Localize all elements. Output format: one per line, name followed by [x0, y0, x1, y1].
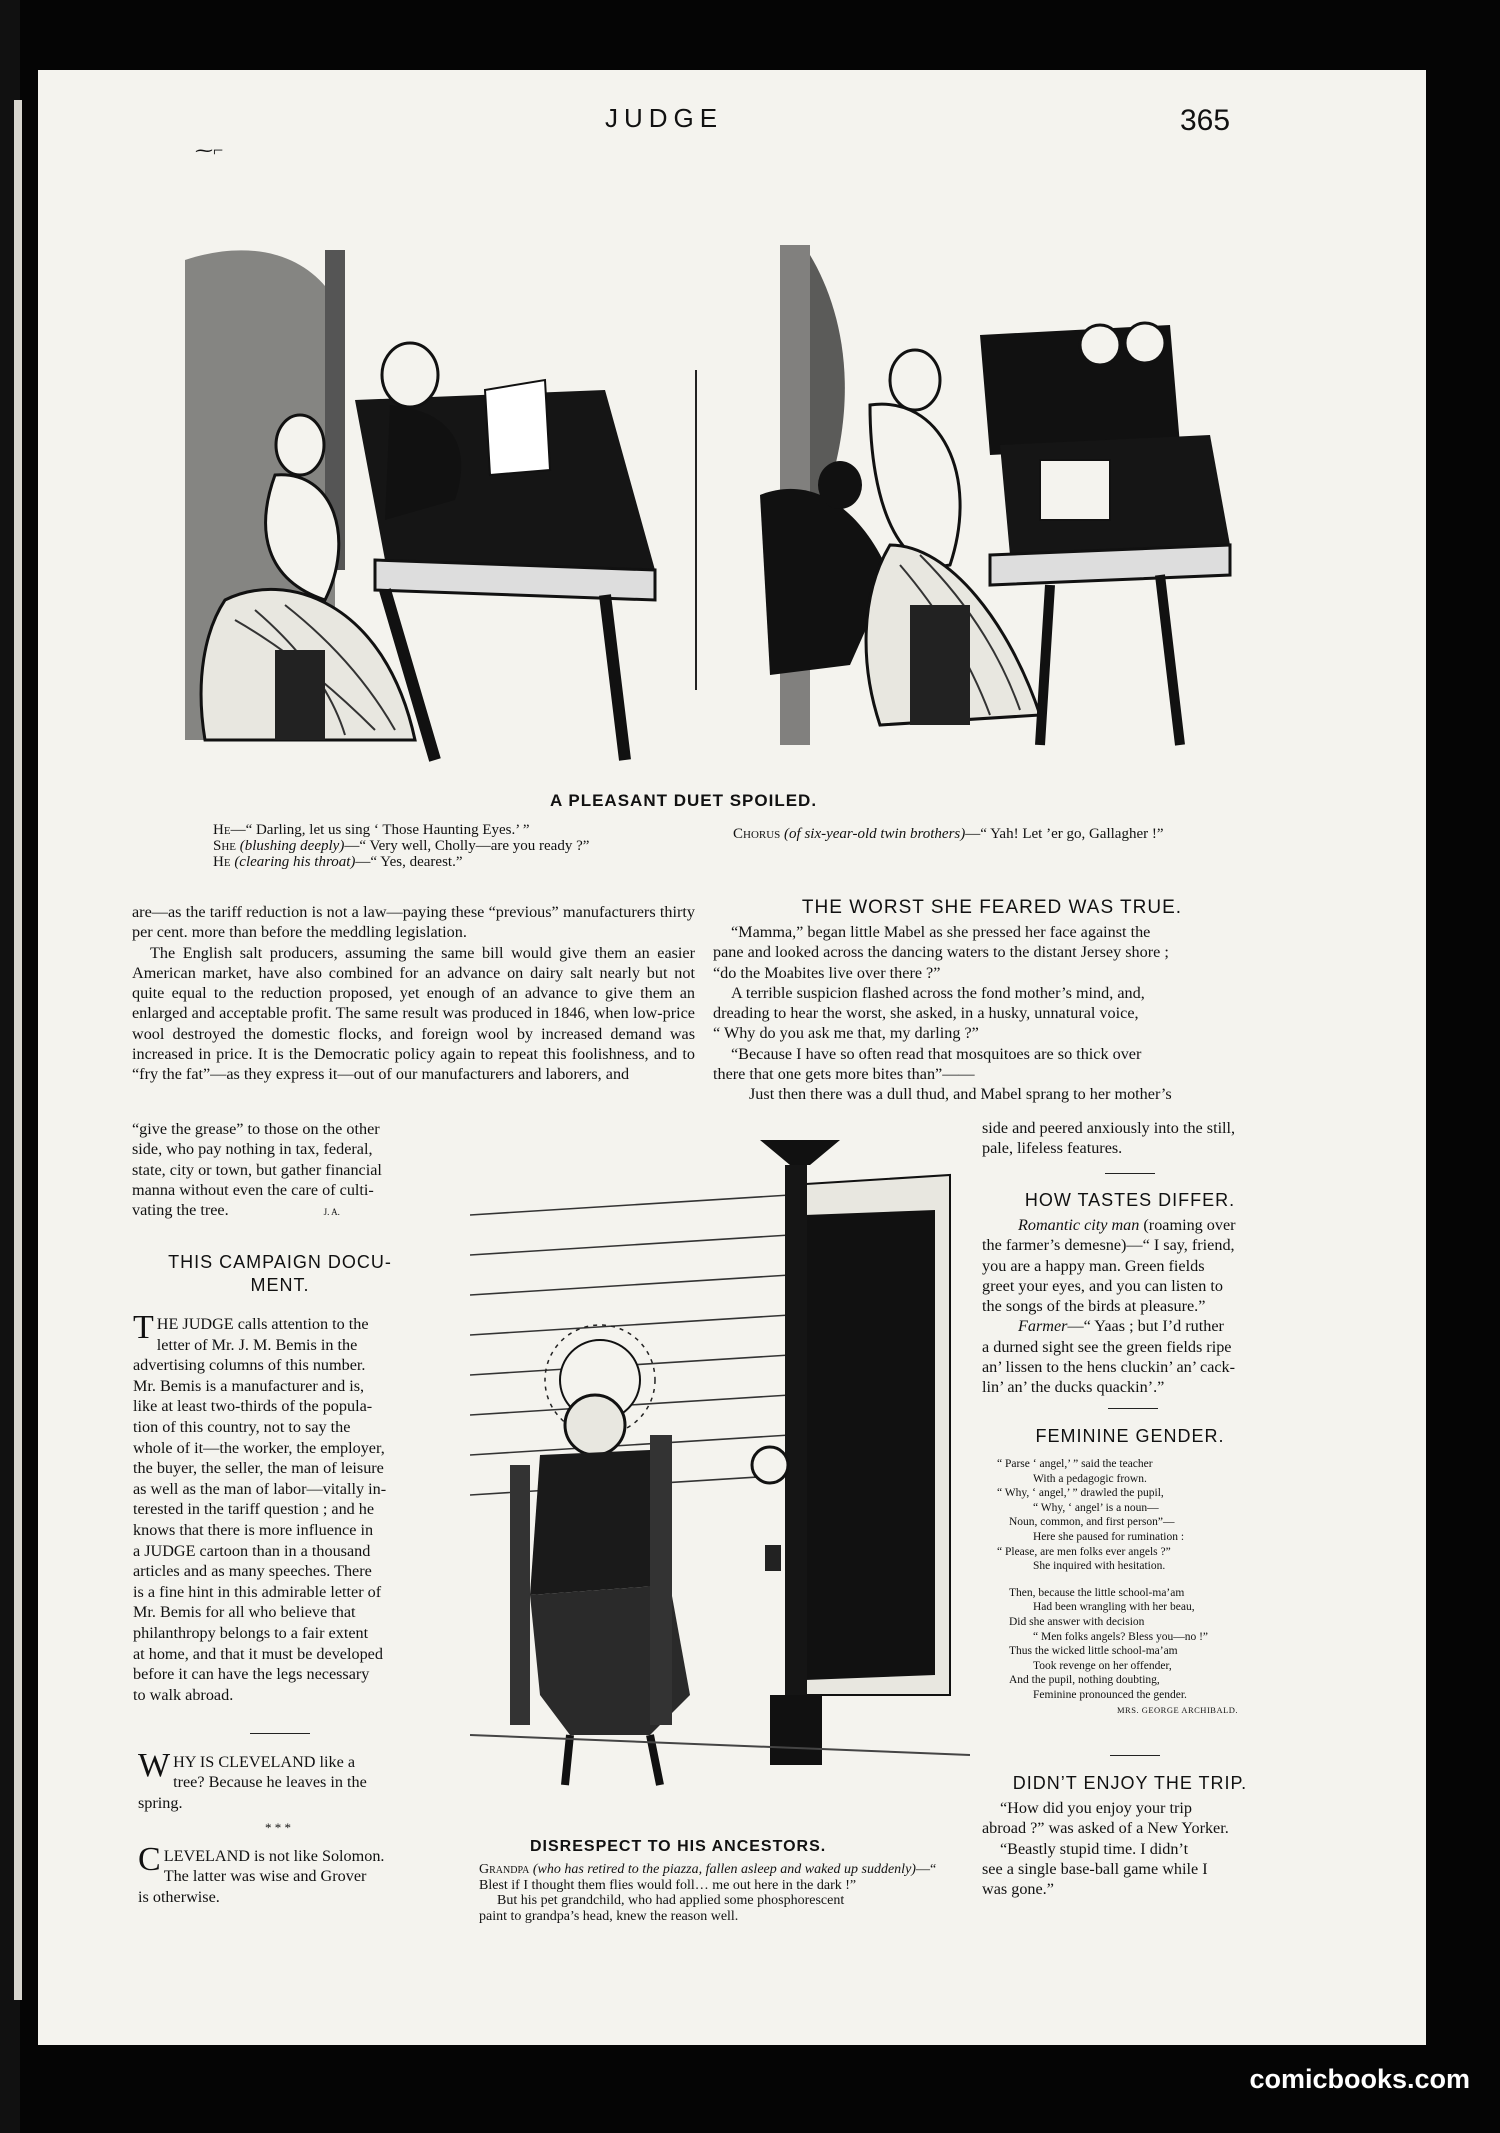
text-line: “How did you enjoy your trip [1000, 1799, 1192, 1817]
poem-line: Then, because the little school-ma’am [1009, 1586, 1185, 1599]
text-line: terested in the tariff question ; and he [133, 1500, 375, 1519]
section-rule [1108, 1408, 1158, 1409]
ink-mark: ⁓⌐ [195, 140, 224, 160]
text-line: knows that there is more influence in [133, 1520, 374, 1539]
speaker-italic: Romantic city man [1018, 1216, 1140, 1234]
text-line: like at least two-thirds of the popula- [133, 1397, 373, 1416]
text-line: “Because I have so often read that mosquitoes are so thick over [731, 1044, 1142, 1063]
text-line: the buyer, the seller, the man of leisure [133, 1459, 384, 1478]
text-line: advertising columns of this number. [133, 1356, 366, 1375]
worst-feared-heading: THE WORST SHE FEARED WAS TRUE. [801, 897, 1183, 918]
text-line: vating the tree. [132, 1201, 229, 1220]
article-signature: J. A. [323, 1207, 340, 1218]
text-line: The latter was wise and Grover [163, 1867, 367, 1886]
dialogue-text: —“ Darling, let us sing ‘ Those Haunting Eyes.’ ” [230, 822, 530, 838]
text-line: tree? Because he leaves in the [173, 1773, 367, 1792]
text-line: “Mamma,” began little Mabel as she pressed her face against the [731, 923, 1151, 941]
previous-page-edge [14, 100, 22, 2000]
text-line: is a fine hint in this admirable letter of [133, 1582, 382, 1601]
page-number: 365 [1180, 104, 1231, 137]
text-line: manna without even the care of culti- [132, 1180, 374, 1199]
text-line: see a single base-ball game while I [982, 1859, 1208, 1878]
text-line: HE JUDGE calls attention to the [156, 1315, 369, 1333]
text-line: before it can have the legs necessary [133, 1665, 370, 1684]
dialogue-speaker: He [213, 822, 231, 838]
poem-line: “ Why, ‘ angel,’ ” drawled the pupil, [997, 1487, 1164, 1500]
text-line: pane and looked across the dancing waters to the distant Jersey shore ; [713, 943, 1169, 962]
poem-line: “ Parse ‘ angel,’ ” said the teacher [997, 1458, 1153, 1470]
text-line: Just then there was a dull thud, and Mabel sprang to her mother’s [749, 1085, 1172, 1104]
poem-line: “ Men folks angels? Bless you—no !” [1033, 1630, 1209, 1643]
tariff-article-continued [132, 1119, 427, 1222]
illustration-piano-duet-right [750, 245, 1250, 755]
paragraph: are—as the tariff reduction is not a law—paying these “previous” manufacturers thirty per cent. more than before the meddling legislation. [132, 903, 695, 942]
text-line: Mr. Bemis for all who believe that [133, 1603, 356, 1622]
trip-heading: DIDN’T ENJOY THE TRIP. [1012, 1773, 1248, 1793]
poem-line: With a pedagogic frown. [1033, 1472, 1147, 1485]
text-line: to walk abroad. [133, 1685, 234, 1704]
poem-line: Noun, common, and first person”— [1009, 1516, 1175, 1529]
section-rule [250, 1733, 310, 1734]
feminine-heading: FEMININE GENDER. [1035, 1426, 1225, 1446]
text-line: at home, and that it must be developed [133, 1644, 383, 1663]
dialogue-speaker: Grandpa [479, 1862, 530, 1877]
text-line: spring. [138, 1793, 183, 1812]
text-line: dreading to hear the worst, she asked, in a husky, unnatural voice, [713, 1004, 1139, 1023]
site-watermark: comicbooks.com [1249, 2064, 1470, 2094]
cartoon-top-dialogue [213, 822, 683, 870]
text-line: articles and as many speeches. There [133, 1562, 372, 1581]
poem-author: MRS. GEORGE ARCHIBALD. [1117, 1704, 1239, 1715]
cartoon-center-title: DISRESPECT TO HIS ANCESTORS. [530, 1838, 827, 1855]
cartoon-top-chorus [733, 826, 1273, 842]
drop-cap: W [138, 1747, 171, 1784]
section-stars: * * * [265, 1820, 291, 1835]
dialogue-speaker: Chorus [733, 826, 781, 842]
section-rule [1105, 1173, 1155, 1174]
dialogue-speaker: He [213, 854, 231, 870]
tastes-heading: HOW TASTES DIFFER. [1024, 1190, 1236, 1210]
text-line: an’ lissen to the hens cluckin’ an’ cack- [982, 1358, 1236, 1377]
dialogue-stage: (blushing deeply) [239, 838, 345, 854]
poem-line: And the pupil, nothing doubting, [1009, 1674, 1160, 1687]
poem-line: “ Why, ‘ angel’ is a noun— [1033, 1501, 1159, 1514]
poem-line: She inquired with hesitation. [1033, 1560, 1166, 1573]
dialogue-stage: (who has retired to the piazza, fallen asleep and waked up suddenly) [532, 1862, 916, 1877]
text-line: A terrible suspicion flashed across the fond mother’s mind, and, [731, 983, 1145, 1002]
text-line: LEVELAND is not like Solomon. [163, 1847, 385, 1865]
text-line: tion of this country, not to say the [133, 1417, 351, 1436]
dialogue-stage: (of six-year-old twin brothers) [784, 826, 966, 842]
dialogue-text: —“ Very well, Cholly—are you ready ?” [344, 838, 590, 854]
text-line: (roaming over [1139, 1216, 1236, 1234]
dialogue-speaker: She [213, 838, 237, 854]
poem-line: Here she paused for rumination : [1033, 1530, 1185, 1543]
text-line: the songs of the birds at pleasure.” [982, 1297, 1206, 1316]
text-line: as well as the man of labor—vitally in- [133, 1479, 387, 1498]
drop-cap: C [138, 1841, 161, 1878]
caption-line: But his pet grandchild, who had applied some phosphorescent [497, 1893, 845, 1908]
cartoon-center-caption [479, 1862, 964, 1924]
text-line: state, city or town, but gather financial [132, 1160, 382, 1179]
worst-feared-story [713, 922, 1273, 1105]
heading-line: MENT. [250, 1275, 310, 1295]
poem-line: Feminine pronounced the gender. [1033, 1688, 1187, 1701]
panel-divider [695, 370, 697, 690]
text-line: philanthropy belongs to a fair extent [133, 1623, 369, 1642]
text-line: lin’ an’ the ducks quackin’.” [982, 1378, 1165, 1397]
dialogue-stage: (clearing his throat) [234, 854, 356, 870]
text-line: “do the Moabites live over there ?” [713, 963, 941, 982]
cleveland-solomon-joke [138, 1841, 434, 1907]
tastes-story [982, 1215, 1282, 1398]
campaign-heading [130, 1251, 430, 1297]
trip-story [982, 1798, 1282, 1899]
text-line: letter of Mr. J. M. Bemis in the [156, 1335, 358, 1354]
poem-line: Did she answer with decision [1009, 1615, 1145, 1628]
text-line: Mr. Bemis is a manufacturer and is, [133, 1376, 365, 1395]
dialogue-text: —“ Yes, dearest.” [355, 854, 463, 870]
text-line: greet your eyes, and you can listen to [982, 1276, 1223, 1295]
text-line: the farmer’s demesne)—“ I say, friend, [982, 1236, 1235, 1255]
feminine-poem [997, 1457, 1277, 1717]
tariff-article [132, 902, 695, 1085]
poem-line: Thus the wicked little school-ma’am [1009, 1645, 1178, 1658]
text-line: —“ Yaas ; but I’d ruther [1067, 1317, 1224, 1336]
text-line: you are a happy man. Green fields [982, 1256, 1205, 1275]
text-line: HY IS CLEVELAND like a [173, 1753, 356, 1771]
text-line: pale, lifeless features. [982, 1139, 1123, 1158]
caption-line: paint to grandpa’s head, knew the reason well. [479, 1908, 739, 1924]
text-line: “ Why do you ask me that, my darling ?” [713, 1024, 979, 1043]
text-line: is otherwise. [138, 1887, 220, 1906]
cartoon-top-title: A PLEASANT DUET SPOILED. [550, 791, 818, 810]
heading-line: THIS CAMPAIGN DOCU- [168, 1252, 392, 1272]
section-rule [1110, 1755, 1160, 1756]
dialogue-text: —“ Yah! Let ’er go, Gallagher !” [965, 826, 1164, 842]
poem-line: “ Please, are men folks ever angels ?” [997, 1545, 1171, 1558]
cleveland-tree-joke [138, 1747, 434, 1813]
text-line: side, who pay nothing in tax, federal, [132, 1140, 373, 1159]
text-line: there that one gets more bites than”—— [713, 1065, 975, 1084]
illustration-piano-duet-left [185, 240, 675, 770]
worst-feared-story-end [982, 1118, 1282, 1159]
text-line: was gone.” [982, 1880, 1054, 1899]
text-line: side and peered anxiously into the still, [982, 1119, 1236, 1137]
campaign-article [133, 1309, 429, 1705]
text-line: a JUDGE cartoon than in a thousand [133, 1541, 371, 1560]
masthead-title: JUDGE [605, 103, 724, 133]
poem-line: Took revenge on her offender, [1033, 1659, 1172, 1672]
text-line: “give the grease” to those on the other [132, 1120, 380, 1138]
text-line: “Beastly stupid time. I didn’t [1000, 1839, 1189, 1858]
text-line: a durned sight see the green fields ripe [982, 1337, 1232, 1356]
illustration-grandpa-piazza [470, 1135, 970, 1825]
speaker-italic: Farmer [1018, 1317, 1068, 1336]
text-line: abroad ?” was asked of a New Yorker. [982, 1819, 1229, 1838]
dialogue-text: —“ Blest if I thought them flies would foll… me out here in the dark !” [479, 1862, 937, 1893]
paragraph: The English salt producers, assuming the same bill would give them an easier American market, have also combined for an advance on dairy salt nearly but not quite equal to the reduction proposed, yet enough of an advance to give them an enlarged and acceptable profit. The same result was produced in 1846, when low-price wool destroyed the domestic flocks, and foreign wool by increased demand was increased in price. It is the Democratic policy again to repeat this foolishness, and to “fry the fat”—as they express it—out of our manufacturers and laborers, and [132, 943, 695, 1084]
text-line: whole of it—the worker, the employer, [133, 1438, 385, 1457]
poem-line: Had been wrangling with her beau, [1033, 1601, 1195, 1614]
drop-cap: T [133, 1309, 154, 1346]
